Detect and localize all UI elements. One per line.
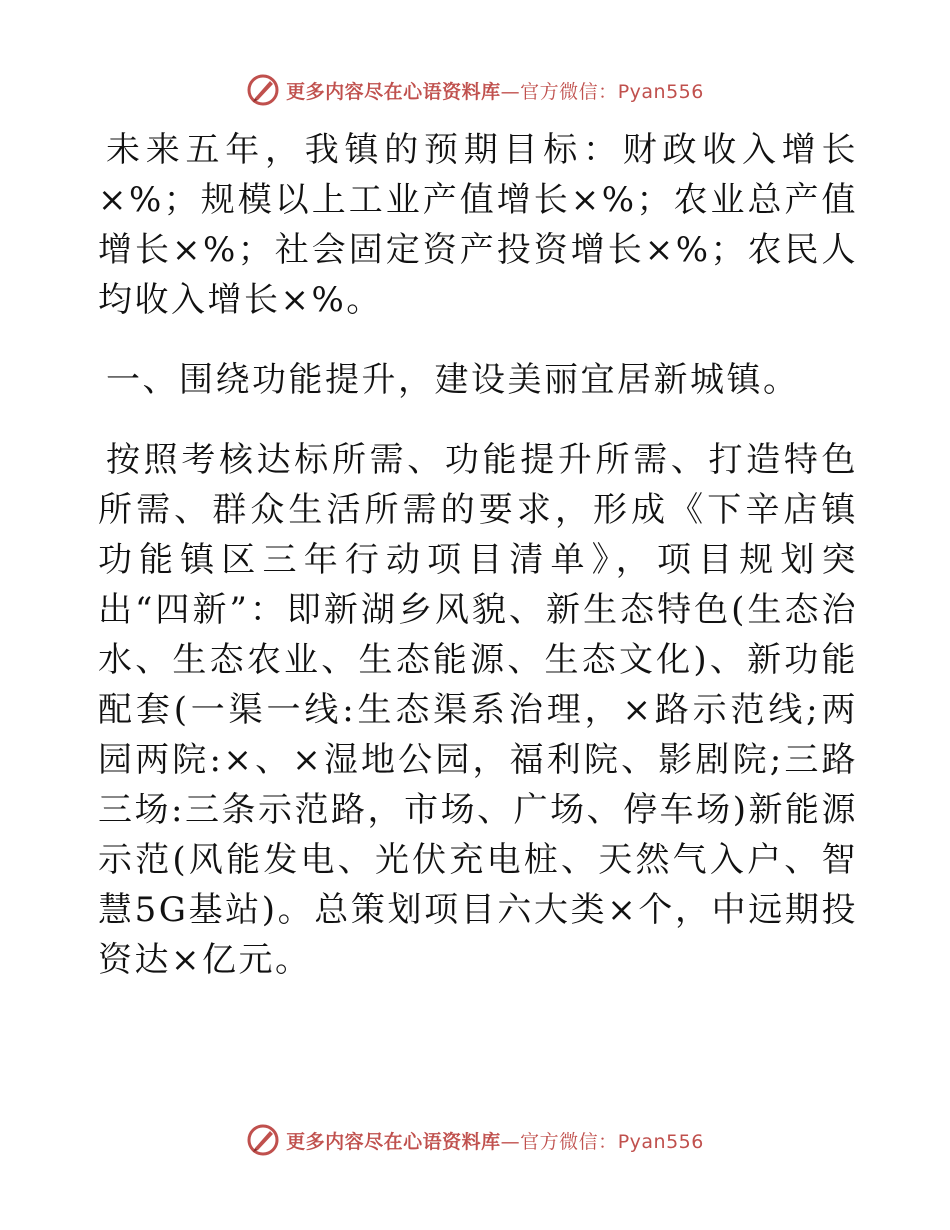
watermark-text <box>286 1127 704 1154</box>
header-watermark <box>0 70 950 110</box>
section-heading: 一、围绕功能提升，建设美丽宜居新城镇。 <box>106 360 800 400</box>
watermark-handle: Pyan556 <box>617 1130 704 1153</box>
footer-watermark <box>0 1120 950 1160</box>
watermark-brand: 更多内容尽在心语资料库 <box>286 1130 501 1153</box>
pen-circle-icon <box>246 1123 280 1157</box>
paragraph-projects: 按照考核达标所需、功能提升所需、打造特色所需、群众生活所需的要求，形成《下辛店镇功能镇区三年行动项目清单》，项目规划突出“四新”：即新湖乡风貌、新生态特色(生态治水、生态农业、生态能源、生态文化)、新功能配套(一渠一线:生态渠系治理，×路示范线;两园两院:×、×湿地公园，福利院、影剧院;三路三场:三条示范路，市场、广场、停车场)新能源示范(风能发电、光伏充电桩、天然气入户、智慧5G基站)。总策划项目六大类×个，中远期投资达×亿元。 <box>98 440 858 980</box>
watermark-contact: 官方微信： <box>520 80 618 103</box>
watermark-separator: — <box>500 1130 521 1153</box>
watermark-text <box>286 77 704 104</box>
paragraph-goals: 未来五年，我镇的预期目标：财政收入增长×%；规模以上工业产值增长×%；农业总产值增长×%；社会固定资产投资增长×%；农民人均收入增长×%。 <box>98 130 858 320</box>
watermark-separator: — <box>500 80 521 103</box>
pen-circle-icon <box>246 73 280 107</box>
watermark-contact: 官方微信： <box>520 1130 618 1153</box>
watermark-handle: Pyan556 <box>617 80 704 103</box>
document-body <box>98 125 858 985</box>
watermark-brand: 更多内容尽在心语资料库 <box>286 80 501 103</box>
